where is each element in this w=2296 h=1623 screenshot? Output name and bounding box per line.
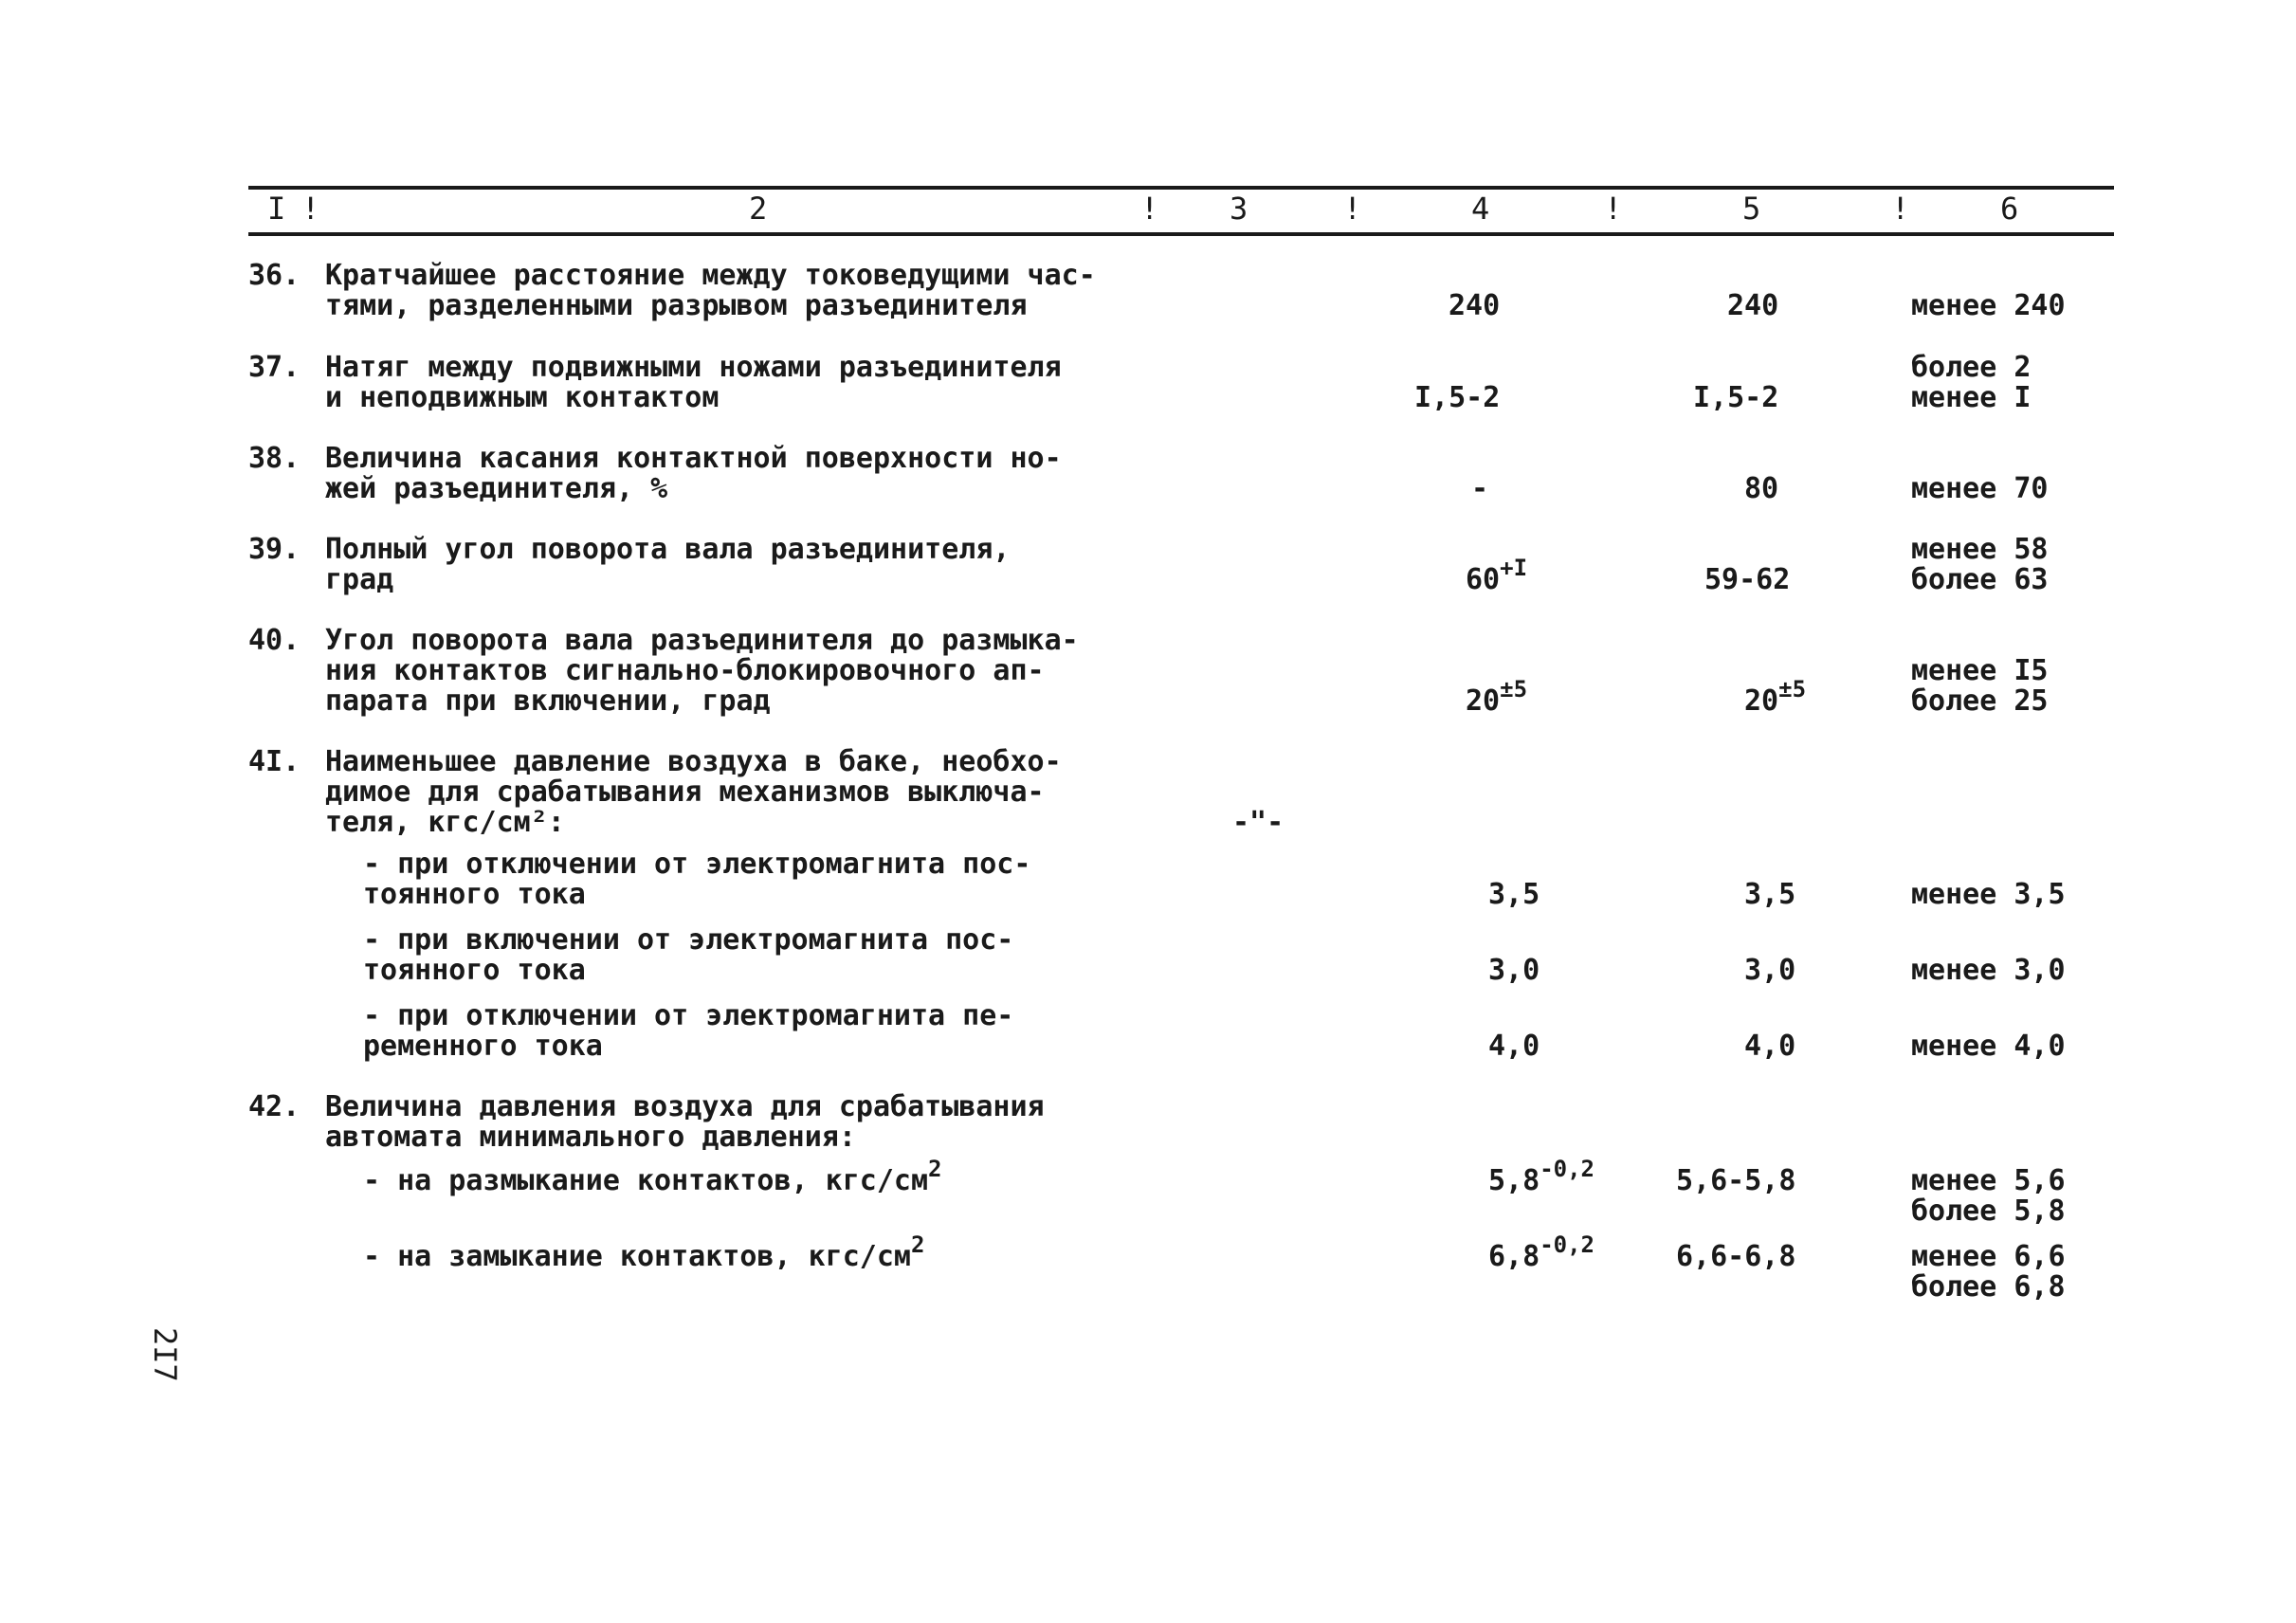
row-description-line: тями, разделенными разрывом разъединителя xyxy=(325,289,1028,322)
row-description-line: - при отключении от электромагнита пе- xyxy=(363,999,1014,1032)
col5-value: 3,5 xyxy=(1744,878,1796,911)
col6-limit: менее 4,0 xyxy=(1911,1030,2066,1063)
col4-value: I,5-2 xyxy=(1414,381,1501,414)
col5-value: 5,6-5,8 xyxy=(1676,1164,1796,1197)
col6-limit: менее 6,6 xyxy=(1911,1240,2066,1273)
row-description-line: град xyxy=(325,563,394,596)
col5-value: 4,0 xyxy=(1744,1030,1796,1063)
table-top-rule xyxy=(248,186,2114,190)
header-col-2: 2 xyxy=(749,191,768,227)
col3-ditto-mark: -"- xyxy=(1232,806,1285,839)
col4-tolerance: +I xyxy=(1500,555,1528,581)
row-number: 40. xyxy=(248,624,301,657)
col4-value: 3,0 xyxy=(1488,954,1540,987)
col5-value: 80 xyxy=(1744,472,1779,505)
row-description-line: автомата минимального давления: xyxy=(325,1121,856,1154)
col5-value: 3,0 xyxy=(1744,954,1796,987)
col5-value: $20^{\pm 5}$ xyxy=(1744,676,1807,718)
row-description-line: - на замыкание контактов, кгс/$см^2$ xyxy=(363,1231,925,1273)
table-header-rule xyxy=(248,232,2114,236)
col6-limit: более 25 xyxy=(1911,684,2049,718)
row-description-line: Натяг между подвижными ножами разъединителя xyxy=(325,351,1062,384)
row-number: 42. xyxy=(248,1090,301,1123)
header-sep: ! xyxy=(1891,191,1910,227)
col6-limit: менее 5,6 xyxy=(1911,1164,2066,1197)
header-col-6: 6 xyxy=(2000,191,2019,227)
col6-limit: более 2 xyxy=(1911,351,2032,384)
row-description-line: теля, кгс/см²: xyxy=(325,806,565,839)
header-col-3: 3 xyxy=(1230,191,1248,227)
header-sep: ! xyxy=(1604,191,1623,227)
header-sep: ! xyxy=(1343,191,1362,227)
col4-tolerance: -0,2 xyxy=(1540,1156,1594,1182)
col5-value: 240 xyxy=(1727,289,1779,322)
col4-value: 4,0 xyxy=(1488,1030,1540,1063)
col5-value: I,5-2 xyxy=(1693,381,1779,414)
col4-value: $5,8^{-0,2}$ xyxy=(1488,1156,1594,1197)
row-description-line: парата при включении, град xyxy=(325,684,771,718)
unit-exponent: 2 xyxy=(910,1231,925,1258)
row-description-line: димое для срабатывания механизмов выключа- xyxy=(325,775,1045,809)
row-number: 39. xyxy=(248,533,301,566)
header-sep: ! xyxy=(301,191,320,227)
row-description-line: Угол поворота вала разъединителя до размыка- xyxy=(325,624,1079,657)
col6-limit: менее 3,0 xyxy=(1911,954,2066,987)
col6-limit: менее I xyxy=(1911,381,2032,414)
row-number: 37. xyxy=(248,351,301,384)
col4-value: $6,8^{-0,2}$ xyxy=(1488,1231,1594,1273)
row-description-line: и неподвижным контактом xyxy=(325,381,720,414)
row-description-line: жей разъединителя, % xyxy=(325,472,668,505)
col4-value: $60^{+I}$ xyxy=(1466,555,1528,596)
row-description-line: Величина давления воздуха для срабатывания xyxy=(325,1090,1045,1123)
col6-limit: менее 3,5 xyxy=(1911,878,2066,911)
col4-value: 3,5 xyxy=(1488,878,1540,911)
header-sep: ! xyxy=(1140,191,1159,227)
row-description-line: ременного тока xyxy=(363,1030,603,1063)
col4-tolerance: -0,2 xyxy=(1540,1231,1594,1258)
col4-tolerance: ±5 xyxy=(1500,676,1528,702)
unit-exponent: 2 xyxy=(928,1156,942,1182)
page-number: 2I7 xyxy=(147,1327,183,1382)
row-description-line: Полный угол поворота вала разъединителя, xyxy=(325,533,1011,566)
header-col-4: 4 xyxy=(1471,191,1490,227)
row-description-line: - при отключении от электромагнита пос- xyxy=(363,848,1031,881)
col6-limit: менее 58 xyxy=(1911,533,2049,566)
col6-limit: менее 240 xyxy=(1911,289,2066,322)
row-description-line: тоянного тока xyxy=(363,878,586,911)
col6-limit: менее 70 xyxy=(1911,472,2049,505)
col6-limit: более 6,8 xyxy=(1911,1270,2066,1304)
col6-limit: менее I5 xyxy=(1911,654,2049,687)
row-description-line: Наименьшее давление воздуха в баке, необхо- xyxy=(325,745,1062,778)
row-number: 4I. xyxy=(248,745,301,778)
col5-value: 6,6-6,8 xyxy=(1676,1240,1796,1273)
col4-value: $20^{\pm 5}$ xyxy=(1466,676,1528,718)
col5-value: 59-62 xyxy=(1704,563,1791,596)
row-description-line: - при включении от электромагнита пос- xyxy=(363,923,1014,957)
col6-limit: более 63 xyxy=(1911,563,2049,596)
row-description-line: Величина касания контактной поверхности но- xyxy=(325,442,1062,475)
row-description-line: - на размыкание контактов, кгс/$см^2$ xyxy=(363,1156,942,1197)
col5-tolerance: ±5 xyxy=(1778,676,1807,702)
header-col-1: I xyxy=(267,191,286,227)
col4-value: 240 xyxy=(1449,289,1501,322)
row-description-line: тоянного тока xyxy=(363,954,586,987)
col6-limit: более 5,8 xyxy=(1911,1194,2066,1228)
row-number: 36. xyxy=(248,259,301,292)
header-col-5: 5 xyxy=(1742,191,1761,227)
col4-value: - xyxy=(1471,472,1489,505)
row-description-line: Кратчайшее расстояние между токоведущими час- xyxy=(325,259,1096,292)
row-description-line: ния контактов сигнально-блокировочного ап- xyxy=(325,654,1045,687)
row-number: 38. xyxy=(248,442,301,475)
